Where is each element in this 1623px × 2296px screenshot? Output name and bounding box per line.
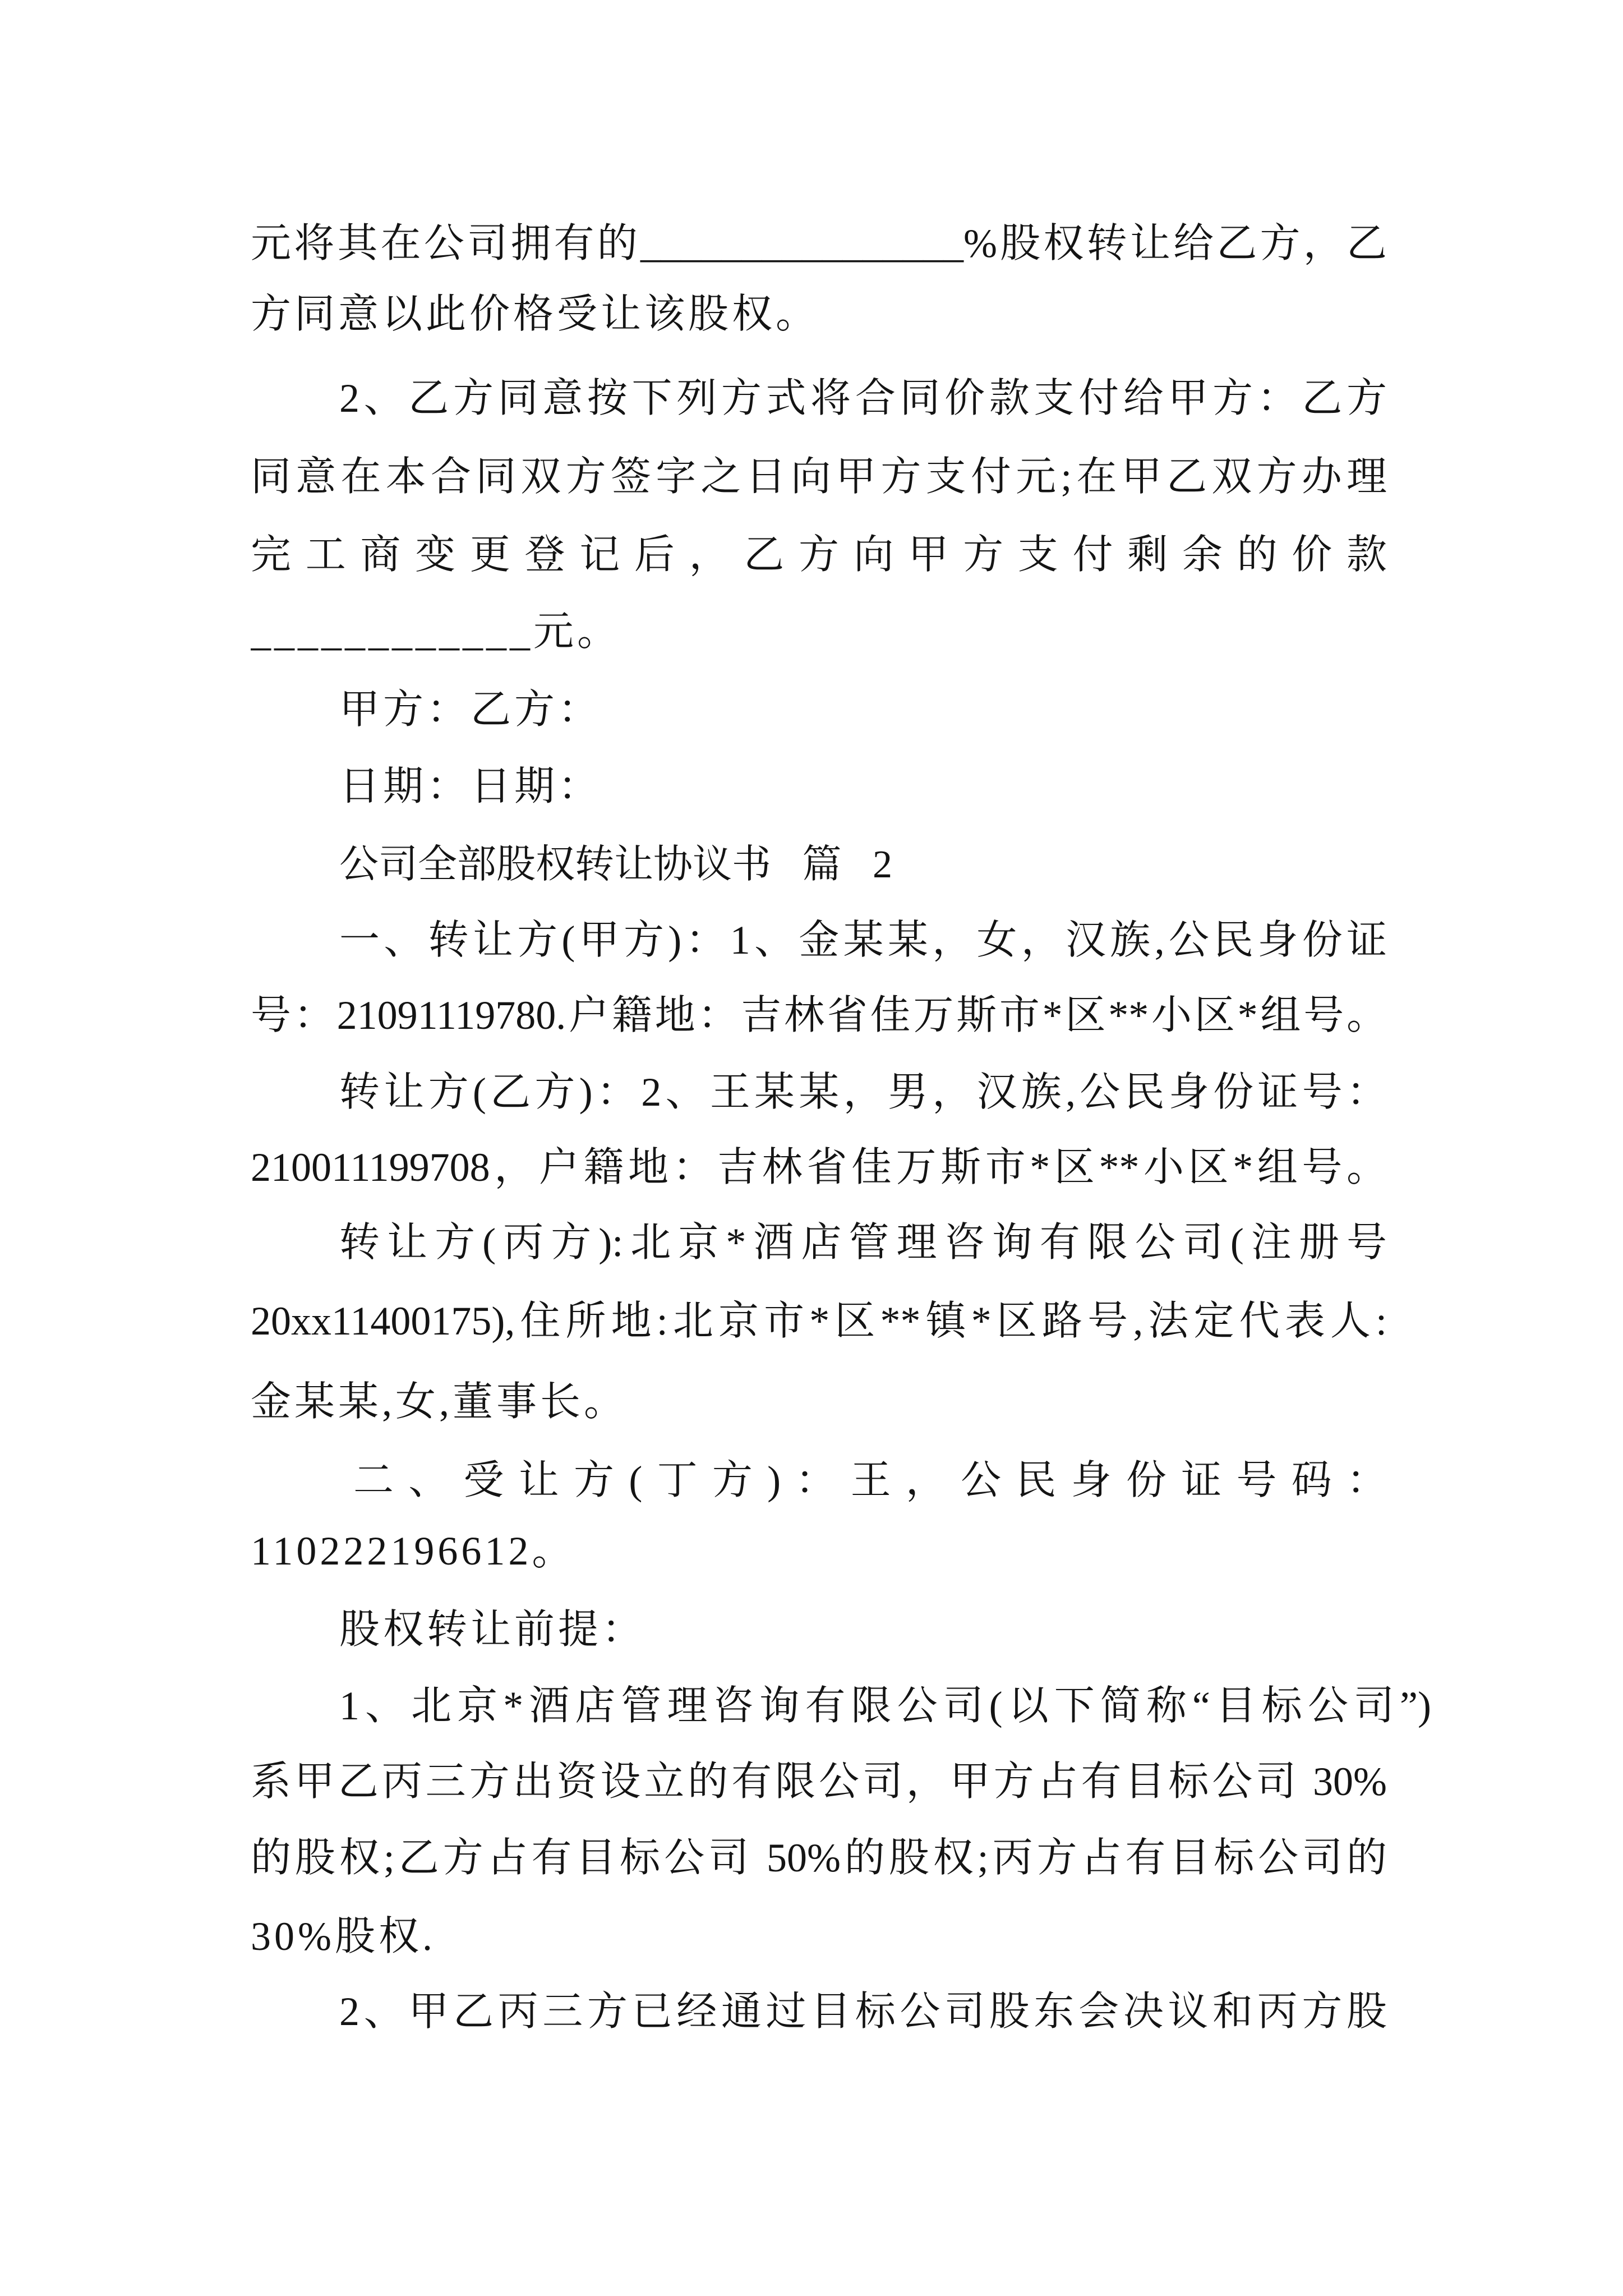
paragraph-line: 同意在本合同双方签字之日向甲方支付元;在甲乙双方办理 <box>251 454 1387 499</box>
paragraph-line: 110222196612。 <box>251 1529 576 1573</box>
paragraph-line: 二、受让方(丁方)：王，公民身份证号码： <box>353 1458 1387 1503</box>
paragraph-line: 20xx11400175),住所地:北京市*区**镇*区路号,法定代表人: <box>251 1299 1387 1343</box>
paragraph-line: 方同意以此价格受让该股权。 <box>251 292 820 337</box>
paragraph-line: 系甲乙丙三方出资设立的有限公司，甲方占有目标公司 30% <box>251 1759 1387 1804</box>
paragraph-line: 一、转让方(甲方)：1、金某某，女，汉族,公民身份证 <box>339 918 1387 963</box>
paragraph-line: 1、北京*酒店管理咨询有限公司(以下简称“目标公司”) <box>339 1683 1431 1728</box>
paragraph-line: 元将其在公司拥有的________________%股权转让给乙方，乙 <box>251 221 1387 266</box>
paragraph-line: 210011199708，户籍地：吉林省佳万斯市*区**小区*组号。 <box>251 1145 1387 1190</box>
subsection-label: 股权转让前提： <box>339 1607 646 1652</box>
paragraph-line: 的股权;乙方占有目标公司 50%的股权;丙方占有目标公司的 <box>251 1835 1387 1880</box>
section-heading: 公司全部股权转让协议书 篇 2 <box>339 843 892 886</box>
paragraph-line: ____________元。 <box>251 609 621 654</box>
paragraph-line: 完工商变更登记后，乙方向甲方支付剩余的价款 <box>251 532 1387 577</box>
paragraph-line: 号：21091119780.户籍地：吉林省佳万斯市*区**小区*组号。 <box>251 993 1387 1038</box>
signature-line: 甲方：乙方： <box>339 687 602 732</box>
paragraph-line: 转让方(丙方):北京*酒店管理咨询有限公司(注册号 <box>339 1220 1387 1265</box>
paragraph-line: 2、乙方同意按下列方式将合同价款支付给甲方：乙方 <box>339 376 1387 421</box>
paragraph-line: 2、甲乙丙三方已经通过目标公司股东会决议和丙方股 <box>339 1989 1387 2034</box>
paragraph-line: 30%股权. <box>251 1914 436 1959</box>
paragraph-line: 金某某,女,董事长。 <box>251 1379 628 1424</box>
paragraph-line: 转让方(乙方)：2、王某某，男，汉族,公民身份证号： <box>339 1070 1387 1115</box>
date-line: 日期：日期： <box>339 764 602 809</box>
